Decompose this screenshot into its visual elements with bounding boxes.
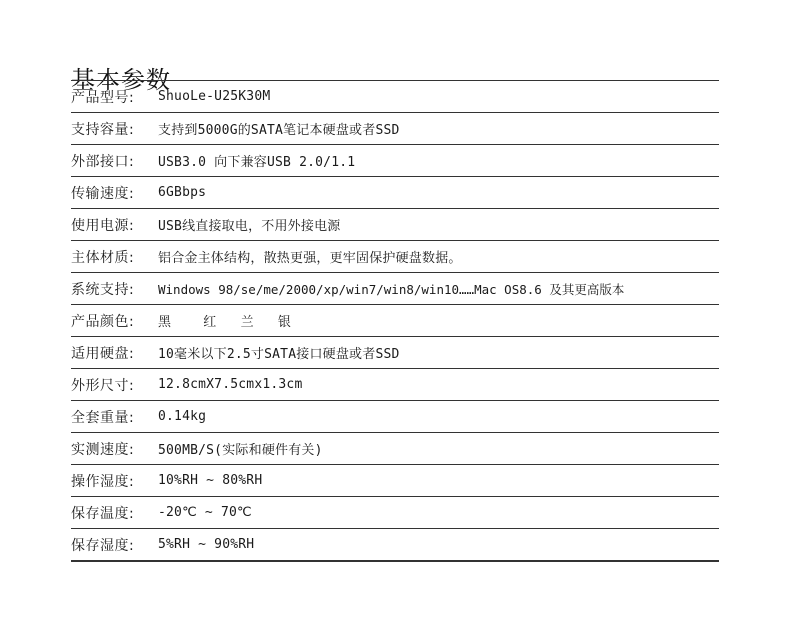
spec-value: 10毫米以下2.5寸SATA接口硬盘或者SSD [158,347,400,362]
spec-value: 铝合金主体结构，散热更强，更牢固保护硬盘数据。 [158,251,462,266]
spec-label: 适用硬盘: [71,345,135,362]
spec-row-disk-type [71,337,719,369]
spec-label: 系统支持: [71,281,135,298]
spec-row-transfer-speed [71,177,719,209]
spec-label: 支持容量: [71,121,135,138]
spec-row-measured-speed [71,433,719,465]
spec-value: 黑 红 兰 银 [158,315,292,330]
spec-label: 主体材质: [71,249,135,266]
spec-label: 保存湿度: [71,537,135,554]
spec-row-dimensions [71,369,719,401]
spec-row-weight [71,401,719,433]
spec-value: 5%RH ~ 90%RH [158,537,255,552]
spec-row-storage-humidity [71,529,719,562]
spec-label: 外部接口: [71,153,135,170]
spec-value: ShuoLe-U25K30M [158,89,271,104]
spec-table [71,80,719,562]
spec-value: 10%RH ~ 80%RH [158,473,263,488]
spec-label: 保存温度: [71,505,135,522]
spec-label: 传输速度: [71,185,135,202]
spec-value: -20℃ ~ 70℃ [158,505,252,520]
spec-row-storage-temperature [71,497,719,529]
spec-label: 实测速度: [71,441,135,458]
spec-row-capacity [71,113,719,145]
spec-label: 操作湿度: [71,473,135,490]
spec-value: 500MB/S(实际和硬件有关) [158,443,323,458]
spec-row-model [71,81,719,113]
spec-row-operating-humidity [71,465,719,497]
spec-label: 产品颜色: [71,313,135,330]
spec-row-power [71,209,719,241]
spec-row-colors [71,305,719,337]
spec-label: 使用电源: [71,217,135,234]
spec-row-interface [71,145,719,177]
spec-row-os-support [71,273,719,305]
spec-row-material [71,241,719,273]
spec-value: 0.14kg [158,409,207,424]
spec-label: 全套重量: [71,409,135,426]
spec-value: Windows 98/se/me/2000/xp/win7/win8/win10……Mac OS8.6 及其更高版本 [158,281,625,297]
spec-label: 外形尺寸: [71,377,135,394]
spec-label: 产品型号: [71,89,135,106]
spec-value: 支持到5000G的SATA笔记本硬盘或者SSD [158,123,400,138]
spec-value: USB线直接取电，不用外接电源 [158,219,341,234]
spec-value: 6GBbps [158,185,207,200]
page-title: 基本参数 [71,66,171,95]
spec-value: 12.8cmX7.5cmx1.3cm [158,377,303,392]
spec-value: USB3.0 向下兼容USB 2.0/1.1 [158,155,356,170]
